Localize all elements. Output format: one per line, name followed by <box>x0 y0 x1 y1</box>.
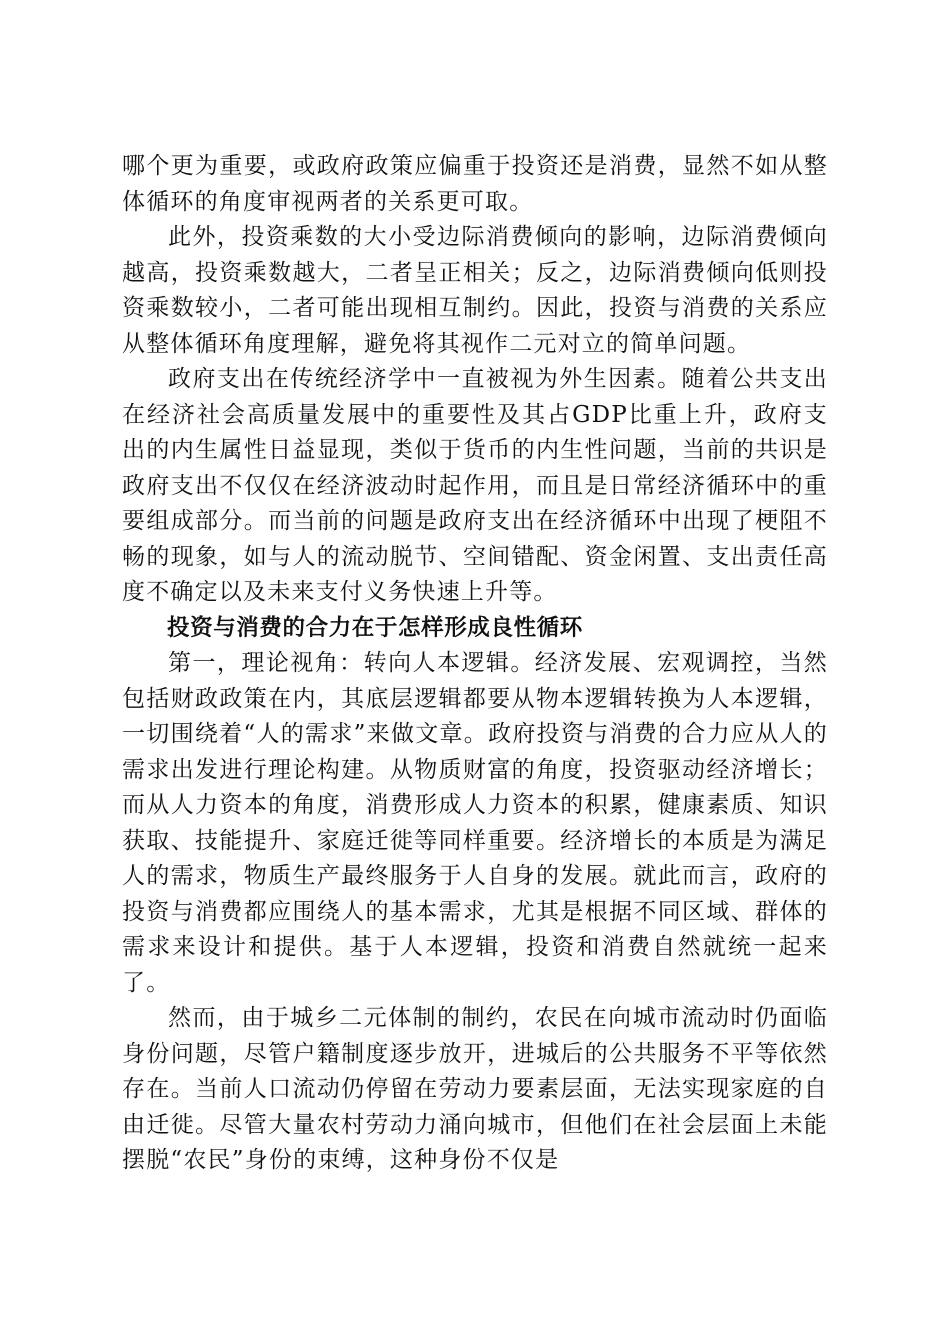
section-heading: 投资与消费的合力在于怎样形成良性循环 <box>167 614 583 641</box>
document-page <box>122 149 828 1179</box>
paragraph-investment-multiplier: 此外，投资乘数的大小受边际消费倾向的影响，边际消费倾向越高，投资乘数越大，二者呈正相关；反之，边际消费倾向低则投资乘数较小，二者可能出现相互制约。因此，投资与消费的关系应从整体循环角度理解，避免将其视作二元对立的简单问题。 <box>122 224 828 357</box>
paragraph-urban-rural: 然而，由于城乡二元体制的制约，农民在向城市流动时仍面临身份问题，尽管户籍制度逐步放开，进城后的公共服务不平等依然存在。当前人口流动仍停留在劳动力要素层面，无法实现家庭的自由迁徙。尽管大量农村劳动力涌向城市，但他们在社会层面上未能摆脱“农民”身份的束缚，这种身份不仅是 <box>122 1005 828 1173</box>
paragraph-theory-perspective: 第一，理论视角：转向人本逻辑。经济发展、宏观调控，当然包括财政政策在内，其底层逻辑都要从物本逻辑转换为人本逻辑，一切围绕着“人的需求”来做文章。政府投资与消费的合力应从人的需求出发进行理论构建。从物质财富的角度，投资驱动经济增长；而从人力资本的角度，消费形成人力资本的积累，健康素质、知识获取、技能提升、家庭迁徙等同样重要。经济增长的本质是为满足人的需求，物质生产最终服务于人自身的发展。就此而言，政府的投资与消费都应围绕人的基本需求，尤其是根据不同区域、群体的需求来设计和提供。基于人本逻辑，投资和消费自然就统一起来了。 <box>122 650 828 996</box>
paragraph-continued: 哪个更为重要，或政府政策应偏重于投资还是消费，显然不如从整体循环的角度审视两者的关系更可取。 <box>122 153 828 215</box>
paragraph-government-spending: 政府支出在传统经济学中一直被视为外生因素。随着公共支出在经济社会高质量发展中的重要性及其占GDP比重上升，政府支出的内生属性日益显现，类似于货币的内生性问题，当前的共识是政府支出不仅仅在经济波动时起作用，而且是日常经济循环中的重要组成部分。而当前的问题是政府支出在经济循环中出现了梗阻不畅的现象，如与人的流动脱节、空间错配、资金闲置、支出责任高度不确定以及未来支付义务快速上升等。 <box>122 366 828 605</box>
